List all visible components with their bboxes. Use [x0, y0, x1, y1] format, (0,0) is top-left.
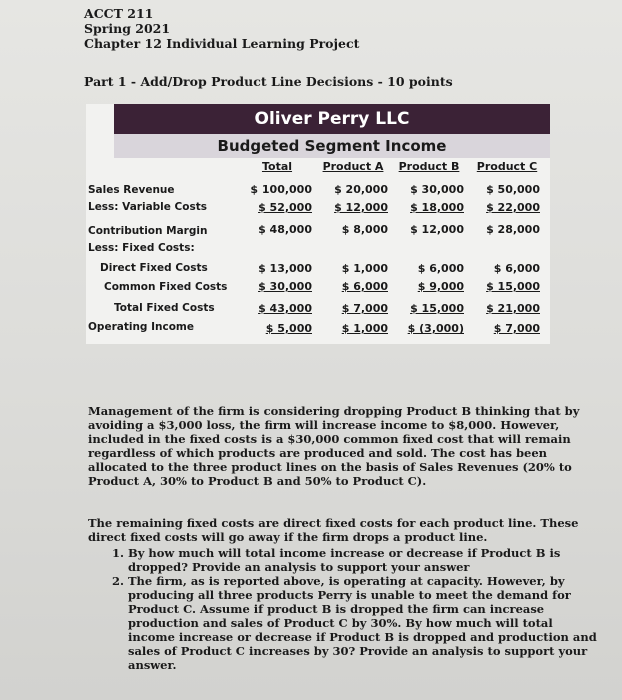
segment-income-table	[86, 104, 550, 344]
row-label-variable-costs: Less: Variable Costs	[88, 201, 207, 213]
cell-oi-b: $ (3,000)	[407, 322, 464, 335]
cell-sales-total: $ 100,000	[250, 183, 312, 196]
cell-sales-a: $ 20,000	[334, 183, 388, 196]
row-label-contribution-margin: Contribution Margin	[88, 225, 208, 237]
cell-direct-a: $ 1,000	[341, 262, 388, 275]
cell-oi-total: $ 5,000	[265, 322, 312, 335]
chapter-title: Chapter 12 Individual Learning Project	[84, 36, 360, 51]
row-label-operating-income: Operating Income	[88, 321, 194, 333]
cell-total-fixed-b: $ 15,000	[410, 302, 464, 315]
cell-variable-a: $ 12,000	[334, 201, 388, 214]
row-label-total-fixed: Total Fixed Costs	[114, 302, 215, 314]
cell-cm-a: $ 8,000	[341, 223, 388, 236]
cell-variable-b: $ 18,000	[410, 201, 464, 214]
cell-sales-c: $ 50,000	[486, 183, 540, 196]
question-list	[88, 546, 598, 672]
col-header-product-b: Product B	[398, 160, 460, 173]
cell-common-total: $ 30,000	[258, 280, 312, 293]
part-title: Part 1 - Add/Drop Product Line Decisions - 10 points	[84, 74, 453, 89]
question-item: 2. The firm, as is reported above, is operating at capacity. However, by producing all three products Perry is unable to meet the demand for Product C. Assume if product B is dropped the firm can increase production and sales of Product C by 30%. By how much will total income increase or decrease if Product B is dropped and production and sales of Product C increases by 30? Provide an analysis to support your answer.	[128, 574, 598, 672]
paragraph-direct-costs: The remaining fixed costs are direct fixed costs for each product line. These direct fixed costs will go away if the firm drops a product line.	[88, 516, 579, 544]
cell-direct-b: $ 6,000	[417, 262, 464, 275]
cell-variable-c: $ 22,000	[486, 201, 540, 214]
cell-sales-b: $ 30,000	[410, 183, 464, 196]
row-label-fixed-costs: Less: Fixed Costs:	[88, 242, 195, 254]
cell-total-fixed-c: $ 21,000	[486, 302, 540, 315]
cell-direct-c: $ 6,000	[493, 262, 540, 275]
col-header-total: Total	[261, 160, 293, 173]
course-code: ACCT 211	[84, 6, 154, 21]
cell-cm-c: $ 28,000	[486, 223, 540, 236]
company-name: Oliver Perry LLC	[114, 104, 550, 134]
cell-common-a: $ 6,000	[341, 280, 388, 293]
cell-cm-b: $ 12,000	[410, 223, 464, 236]
cell-variable-total: $ 52,000	[258, 201, 312, 214]
paragraph-management: Management of the firm is considering dropping Product B thinking that by avoiding a $3,000 loss, the firm will increase income to $8,000. However, included in the fixed costs is a $30,000 common fixed cost that will remain regardless of which products are produced and sold. The cost has been allocated to the three product lines on the basis of Sales Revenues (20% to Product A, 30% to Product B and 50% to Product C).	[88, 404, 580, 488]
table-title: Budgeted Segment Income	[114, 134, 550, 158]
row-label-direct-fixed: Direct Fixed Costs	[100, 262, 208, 274]
col-header-product-c: Product C	[476, 160, 538, 173]
term: Spring 2021	[84, 21, 171, 36]
cell-cm-total: $ 48,000	[258, 223, 312, 236]
row-label-common-fixed: Common Fixed Costs	[104, 281, 228, 293]
col-header-product-a: Product A	[322, 160, 384, 173]
cell-oi-a: $ 1,000	[341, 322, 388, 335]
cell-total-fixed-a: $ 7,000	[341, 302, 388, 315]
document-header	[84, 6, 359, 51]
cell-direct-total: $ 13,000	[258, 262, 312, 275]
question-item: 1. By how much will total income increase or decrease if Product B is dropped? Provide an analysis to support your answer	[128, 546, 598, 574]
cell-total-fixed-total: $ 43,000	[258, 302, 312, 315]
cell-oi-c: $ 7,000	[493, 322, 540, 335]
row-label-sales-revenue: Sales Revenue	[88, 184, 175, 196]
cell-common-c: $ 15,000	[486, 280, 540, 293]
cell-common-b: $ 9,000	[417, 280, 464, 293]
